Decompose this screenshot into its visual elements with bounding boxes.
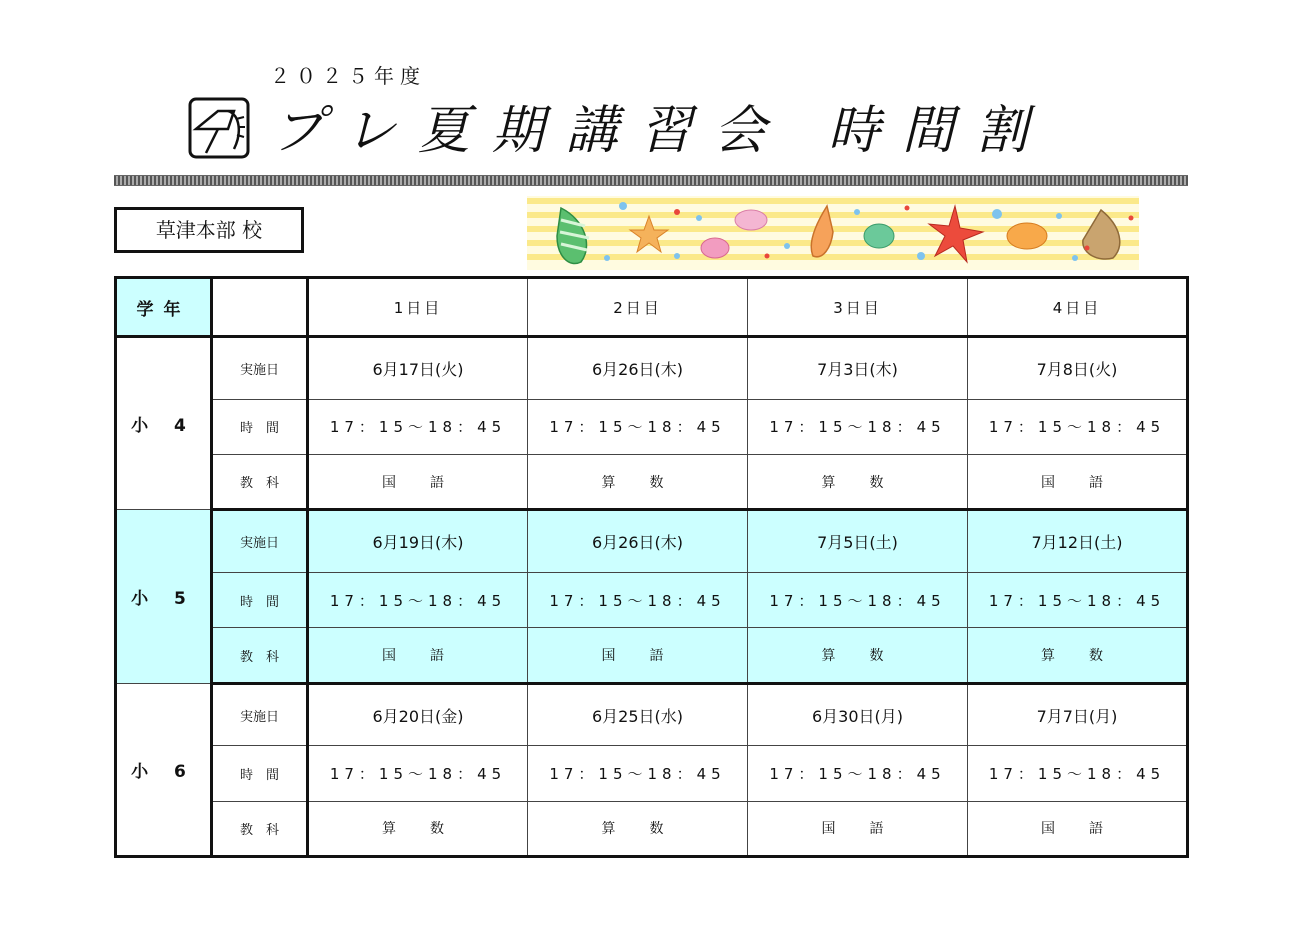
date-cell: 7月5日(土) bbox=[748, 510, 968, 573]
subject-cell: 算 数 bbox=[748, 455, 968, 510]
row-label-time: 時 間 bbox=[212, 399, 308, 454]
seashell-banner-image bbox=[527, 196, 1139, 270]
row-label-date: 実施日 bbox=[212, 510, 308, 573]
table-row bbox=[116, 337, 1188, 400]
row-label-date: 実施日 bbox=[212, 337, 308, 400]
subject-cell: 算 数 bbox=[528, 801, 748, 856]
date-cell: 6月20日(金) bbox=[308, 683, 528, 746]
date-cell: 6月19日(木) bbox=[308, 510, 528, 573]
school-logo-icon bbox=[188, 97, 250, 159]
subject-cell: 算 数 bbox=[968, 628, 1188, 683]
subject-cell: 国 語 bbox=[968, 455, 1188, 510]
grade-header-cell: 学年 bbox=[116, 278, 212, 337]
grade-cell-4: 小 4 bbox=[116, 337, 212, 510]
table-row bbox=[116, 455, 1188, 510]
row-label-date: 実施日 bbox=[212, 683, 308, 746]
day-header-2: 2日目 bbox=[528, 278, 748, 337]
title-divider bbox=[114, 175, 1188, 186]
subject-cell: 算 数 bbox=[308, 801, 528, 856]
time-cell: 17：15～18：45 bbox=[748, 746, 968, 801]
table-header-row bbox=[116, 278, 1188, 337]
subject-cell: 算 数 bbox=[528, 455, 748, 510]
subject-cell: 国 語 bbox=[308, 455, 528, 510]
time-cell: 17：15～18：45 bbox=[528, 399, 748, 454]
row-label-time: 時 間 bbox=[212, 573, 308, 628]
table-row bbox=[116, 510, 1188, 573]
table-row bbox=[116, 628, 1188, 683]
row-label-time: 時 間 bbox=[212, 746, 308, 801]
time-cell: 17：15～18：45 bbox=[748, 573, 968, 628]
time-cell: 17：15～18：45 bbox=[968, 746, 1188, 801]
subject-cell: 国 語 bbox=[528, 628, 748, 683]
day-header-4: 4日目 bbox=[968, 278, 1188, 337]
date-cell: 7月12日(土) bbox=[968, 510, 1188, 573]
school-name-box: 草津本部 校 bbox=[114, 207, 304, 253]
table-row bbox=[116, 746, 1188, 801]
time-cell: 17：15～18：45 bbox=[968, 573, 1188, 628]
subject-cell: 国 語 bbox=[308, 628, 528, 683]
time-cell: 17：15～18：45 bbox=[308, 573, 528, 628]
row-label-subject: 教 科 bbox=[212, 628, 308, 683]
time-cell: 17：15～18：45 bbox=[308, 399, 528, 454]
grade-cell-5: 小 5 bbox=[116, 510, 212, 683]
year-label: ２０２５年度 bbox=[270, 64, 426, 88]
time-cell: 17：15～18：45 bbox=[528, 573, 748, 628]
day-header-1: 1日目 bbox=[308, 278, 528, 337]
subject-cell: 国 語 bbox=[968, 801, 1188, 856]
table-row bbox=[116, 399, 1188, 454]
time-cell: 17：15～18：45 bbox=[528, 746, 748, 801]
grade-cell-6: 小 6 bbox=[116, 683, 212, 856]
date-cell: 7月8日(火) bbox=[968, 337, 1188, 400]
table-row bbox=[116, 801, 1188, 856]
row-label-subject: 教 科 bbox=[212, 801, 308, 856]
page-title: プレ夏期講習会 時間割 bbox=[272, 101, 1050, 161]
subject-cell: 国 語 bbox=[748, 801, 968, 856]
date-cell: 7月3日(木) bbox=[748, 337, 968, 400]
date-cell: 6月30日(月) bbox=[748, 683, 968, 746]
blank-header-cell bbox=[212, 278, 308, 337]
timetable bbox=[114, 276, 1189, 858]
date-cell: 6月17日(火) bbox=[308, 337, 528, 400]
day-header-3: 3日目 bbox=[748, 278, 968, 337]
row-label-subject: 教 科 bbox=[212, 455, 308, 510]
time-cell: 17：15～18：45 bbox=[748, 399, 968, 454]
date-cell: 7月7日(月) bbox=[968, 683, 1188, 746]
date-cell: 6月25日(水) bbox=[528, 683, 748, 746]
time-cell: 17：15～18：45 bbox=[308, 746, 528, 801]
table-row bbox=[116, 573, 1188, 628]
date-cell: 6月26日(木) bbox=[528, 337, 748, 400]
subject-cell: 算 数 bbox=[748, 628, 968, 683]
time-cell: 17：15～18：45 bbox=[968, 399, 1188, 454]
date-cell: 6月26日(木) bbox=[528, 510, 748, 573]
table-row bbox=[116, 683, 1188, 746]
